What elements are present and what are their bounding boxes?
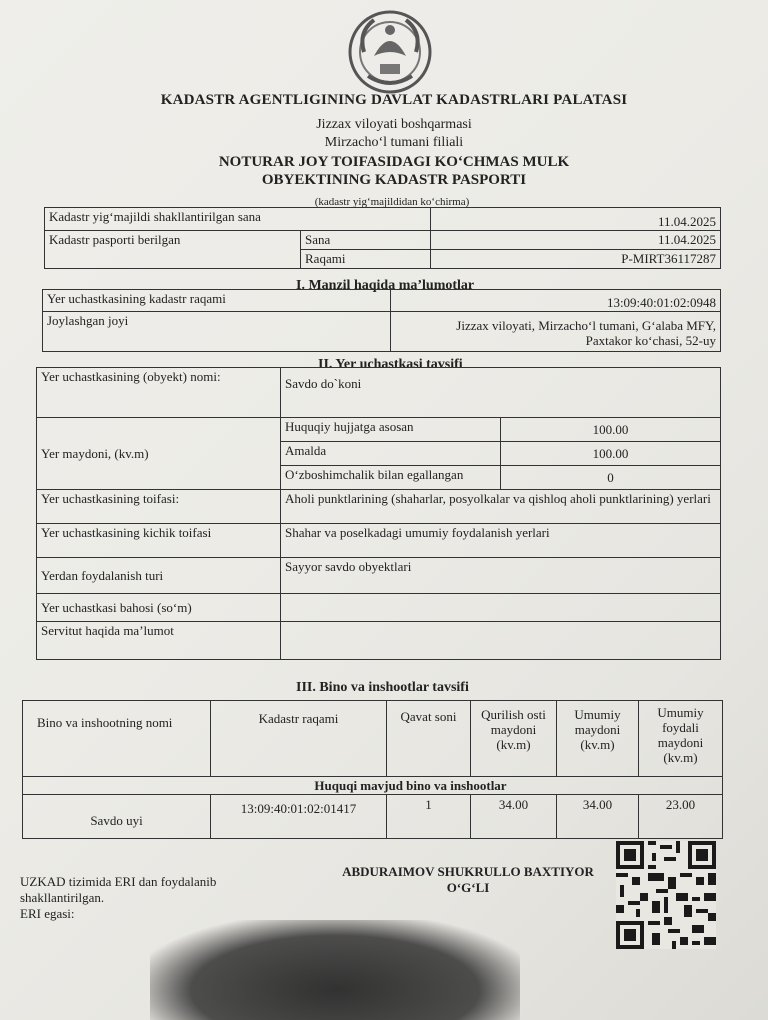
passport-info-table <box>44 207 721 269</box>
header-branch: Mirzacho‘l tumani filiali <box>324 135 464 150</box>
building-cadastral-number: 13:09:40:01:02:01417 <box>211 795 387 839</box>
buildings-group-title: Huquqi mavjud bino va inshootlar <box>23 777 723 795</box>
area-actual-value: 100.00 <box>501 442 721 466</box>
area-legal-value: 100.00 <box>501 418 721 442</box>
servitude-value <box>281 622 721 660</box>
building-total-area: 34.00 <box>557 795 639 839</box>
signer-name-line-1: ABDURAIMOV SHUKRULLO BAXTIYOR <box>342 864 594 879</box>
issued-date-label: Sana <box>301 231 431 250</box>
issued-label: Kadastr pasporti berilgan <box>45 231 301 269</box>
land-category-label: Yer uchastkasining toifasi: <box>37 490 281 524</box>
formed-date-value: 11.04.2025 <box>431 208 721 231</box>
section-3-title: III. Bino va inshootlar tavsifi <box>296 680 469 695</box>
buildings-table <box>22 700 723 839</box>
location-label: Joylashgan joyi <box>43 312 391 352</box>
building-floors: 1 <box>387 795 471 839</box>
signature-note <box>20 874 216 922</box>
document-title-line1: NOTURAR JOY TOIFASIDAGI KO‘CHMAS MULK <box>218 154 570 170</box>
issued-number-label: Raqami <box>301 250 431 269</box>
building-name: Savdo uyi <box>23 795 211 839</box>
area-unauthorized-label: O‘zboshimchalik bilan egallangan <box>281 466 501 490</box>
col-footprint-area: Qurilish osti maydoni (kv.m) <box>471 701 557 777</box>
cadastral-number-value: 13:09:40:01:02:0948 <box>391 290 721 312</box>
area-unauthorized-value: 0 <box>501 466 721 490</box>
signature-note-line-1: UZKAD tizimida ERI dan foydalanib <box>20 874 217 889</box>
building-useful-area: 23.00 <box>639 795 723 839</box>
header-region: Jizzax viloyati boshqarmasi <box>316 117 472 132</box>
land-category-value: Aholi punktlarining (shaharlar, posyolkalar va qishloq aholi punktlarining) yerlari <box>281 490 721 524</box>
issued-date-value: 11.04.2025 <box>431 231 721 250</box>
col-building-name: Bino va inshootning nomi <box>23 701 211 777</box>
building-footprint-area: 34.00 <box>471 795 557 839</box>
signature-note-line-2: shakllantirilgan. <box>20 890 105 905</box>
col-floors: Qavat soni <box>387 701 471 777</box>
formed-date-label: Kadastr yig‘majildi shakllantirilgan sana <box>45 208 431 231</box>
cadastral-number-label: Yer uchastkasining kadastr raqami <box>43 290 391 312</box>
col-cadastral-number: Kadastr raqami <box>211 701 387 777</box>
location-line-1: Jizzax viloyati, Mirzacho‘l tumani, G‘alaba MFY, <box>456 318 716 333</box>
land-price-label: Yer uchastkasi bahosi (so‘m) <box>37 594 281 622</box>
object-name-label: Yer uchastkasining (obyekt) nomi: <box>37 368 281 418</box>
section-2-title: II. Yer uchastkasi tavsifi <box>318 357 463 372</box>
issued-number-value: P-MIRT36117287 <box>431 250 721 269</box>
signer-name <box>336 864 600 896</box>
area-legal-label: Huquqiy hujjatga asosan <box>281 418 501 442</box>
object-name-value: Savdo do`koni <box>281 368 721 418</box>
signer-name-line-2: O‘G‘LI <box>446 880 490 895</box>
land-description-table <box>36 367 721 660</box>
col-total-area: Umumiy maydoni (kv.m) <box>557 701 639 777</box>
document-subtitle: (kadastr yig‘majildidan ko‘chirma) <box>314 196 470 208</box>
location-line-2: Paxtakor ko‘chasi, 52-uy <box>585 333 716 348</box>
col-useful-area: Umumiy foydali maydoni (kv.m) <box>639 701 723 777</box>
location-value <box>391 312 721 352</box>
document-title-line2: OBYEKTINING KADASTR PASPORTI <box>261 172 527 188</box>
table-row <box>23 795 723 839</box>
qr-code-icon <box>616 840 716 950</box>
servitude-label: Servitut haqida ma’lumot <box>37 622 281 660</box>
land-price-value <box>281 594 721 622</box>
land-usage-label: Yerdan foydalanish turi <box>37 558 281 594</box>
land-subcategory-value: Shahar va poselkadagi umumiy foydalanish yerlari <box>281 524 721 558</box>
section-1-title: I. Manzil haqida ma’lumotlar <box>296 278 475 293</box>
state-emblem-icon <box>344 6 436 96</box>
land-subcategory-label: Yer uchastkasining kichik toifasi <box>37 524 281 558</box>
area-actual-label: Amalda <box>281 442 501 466</box>
header-organization: KADASTR AGENTLIGINING DAVLAT KADASTRLARI PALATASI <box>160 92 628 108</box>
signature-owner-label: ERI egasi: <box>20 906 75 921</box>
address-table <box>42 289 721 352</box>
land-area-label: Yer maydoni, (kv.m) <box>37 418 281 490</box>
land-usage-value: Sayyor savdo obyektlari <box>281 558 721 594</box>
photo-shadow <box>150 920 520 1020</box>
